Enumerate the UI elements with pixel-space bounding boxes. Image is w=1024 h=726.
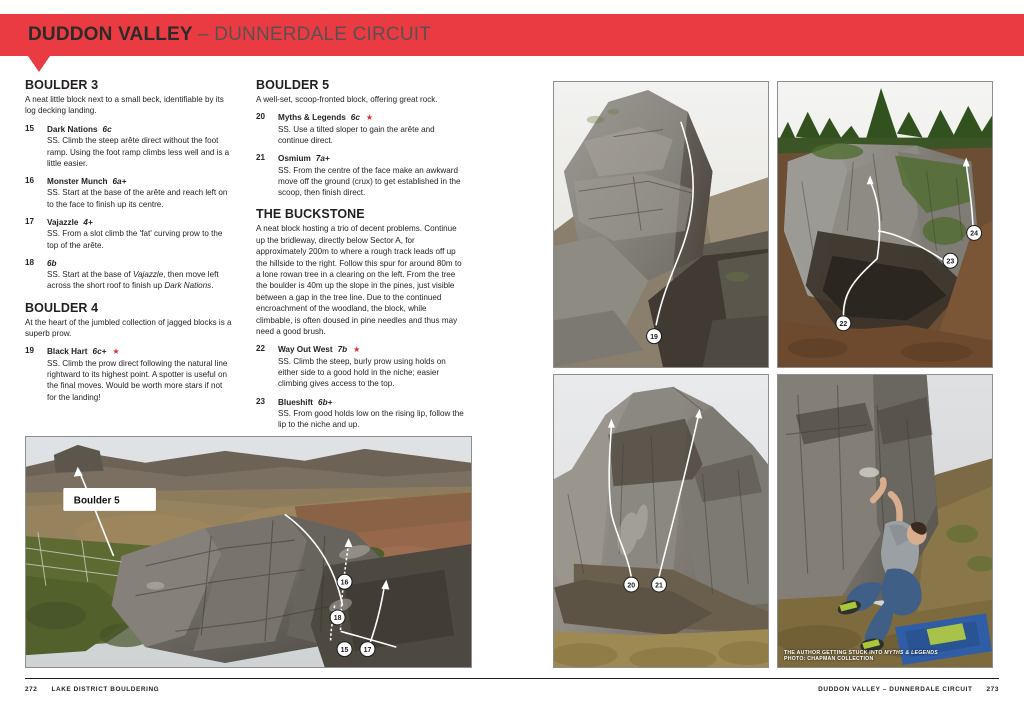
route-description: SS. Climb the steep arête direct without the foot ramp. Using the foot ramp climbs less well and is a little easier. [47, 136, 230, 168]
route-number: 15 [25, 123, 35, 133]
topo-marker-16 [337, 574, 352, 589]
route-entry [25, 346, 233, 402]
route-description: SS. Climb the steep, burly prow using holds on either side to a good hold in the niche; easier climbing gives access to the top. [278, 356, 446, 389]
route-description: SS. From a slot climb the 'fat' curving prow to the top of the arête. [47, 229, 223, 250]
route-star-icon: ★ [112, 347, 120, 357]
section-heading-boulder-4: BOULDER 4 [25, 300, 99, 315]
route-number: 22 [256, 344, 266, 354]
route-name: Osmium [278, 154, 311, 164]
route-grade: 7b [337, 345, 348, 355]
caption-line-2: PHOTO: CHAPMAN COLLECTION [784, 656, 874, 663]
section-intro-buckstone: A neat block hosting a trio of decent problems. Continue up the bridleway, directly below Sector A, for approximately 200m to where a rough track leads off up the hillside to the right. Follow this spur for around 80m to a lone rowan tree in a clearing on the left. From the tree the boulder is 40m up the slope in the pines, just visible between a gap in the tree line. Due to the continued encroachment of the woodland, the block, while climbable, is often doused in pine needles and thus may need a good brush. [256, 224, 462, 337]
route-description: SS. Climb the prow direct following the natural line rightward to its highest point. A spotter is useful on the final moves. Would be worth more stars if not for the landing! [47, 358, 228, 402]
topo-marker-23 [943, 253, 958, 268]
topo-marker-18 [330, 610, 345, 625]
route-description: SS. From the centre of the face make an awkward move off the ground (crux) to get established in the scoop, then finish direct. [278, 165, 461, 198]
route-name: Myths & Legends [278, 113, 346, 123]
route-entry [256, 112, 464, 146]
topo-photo-buckstone [777, 81, 993, 368]
route-name: Vajazzle [47, 217, 79, 227]
topo-photo-boulder-4 [553, 81, 769, 368]
svg-text:17: 17 [363, 646, 372, 654]
section-intro-boulder-5: A well-set, scoop-fronted block, offering great rock. [256, 95, 438, 104]
svg-text:23: 23 [946, 258, 955, 266]
footer-divider [25, 678, 999, 679]
route-number: 19 [25, 346, 35, 356]
svg-text:16: 16 [340, 579, 349, 587]
route-star-icon: ★ [365, 113, 374, 123]
route-description: SS. Use a tilted sloper to gain the arête and continue direct. [278, 124, 435, 146]
route-grade: 7a+ [315, 154, 330, 164]
route-grade: 6b [47, 258, 57, 268]
route-grade: 6a+ [112, 176, 127, 186]
route-number: 20 [256, 112, 266, 122]
route-entry [25, 217, 233, 251]
route-number: 23 [256, 396, 266, 406]
route-name: Way Out West [278, 345, 333, 355]
section-heading-buckstone: THE BUCKSTONE [256, 207, 365, 222]
photo-caption [778, 647, 992, 667]
action-photo-climber [777, 374, 993, 668]
caption-text-route: MYTHS & LEGENDS [884, 649, 938, 656]
route-number: 21 [256, 153, 266, 163]
footer-right [818, 686, 999, 693]
route-entry [25, 124, 233, 169]
topo-marker-15 [337, 642, 352, 657]
page-title [28, 24, 431, 46]
section-heading-boulder-5: BOULDER 5 [256, 78, 330, 92]
route-name: Blueshift [278, 397, 314, 407]
route-heading [278, 344, 464, 355]
route-entry [25, 258, 233, 292]
svg-text:22: 22 [839, 321, 848, 329]
route-description: SS. From good holds low on the rising lip, follow the lip to the niche and up. [278, 409, 464, 430]
topo-marker-24 [967, 225, 982, 240]
route-grade: 4+ [83, 217, 93, 227]
route-heading [47, 217, 233, 228]
svg-text:20: 20 [627, 582, 636, 590]
topo-photo-boulder-5 [553, 374, 769, 668]
topo-marker-20 [624, 577, 639, 592]
route-grade: 6b+ [318, 397, 333, 407]
route-entry [256, 153, 464, 198]
topo-marker-19 [647, 329, 662, 344]
route-name: Dark Nations [47, 124, 98, 134]
footer-left [25, 686, 159, 693]
topo-marker-22 [836, 316, 851, 331]
route-heading [47, 176, 233, 187]
route-heading [278, 153, 464, 164]
route-name: Monster Munch [47, 176, 108, 186]
route-grade: 6c [102, 124, 112, 134]
section-intro-boulder-4: At the heart of the jumbled collection of jagged blocks is a superb prow. [25, 317, 232, 339]
topo-photo-boulder-3 [25, 436, 472, 668]
route-grade: 6c+ [92, 347, 107, 357]
topo-marker-21 [652, 577, 667, 592]
section-heading-boulder-3: BOULDER 3 [25, 78, 99, 92]
text-column-2 [256, 78, 464, 467]
route-number: 17 [25, 216, 35, 226]
route-heading [278, 397, 464, 408]
text-column-1 [25, 78, 233, 410]
svg-text:18: 18 [333, 615, 342, 623]
route-entry [256, 344, 464, 389]
page-title-circuit: – DUNNERDALE CIRCUIT [197, 24, 432, 45]
route-name: Black Hart [47, 347, 88, 357]
route-heading [47, 346, 233, 357]
route-heading [278, 112, 464, 123]
route-heading [47, 258, 233, 269]
svg-text:21: 21 [655, 582, 663, 590]
footer-section-title: DUDDON VALLEY – DUNNERDALE CIRCUIT [818, 686, 973, 693]
route-entry [25, 176, 233, 210]
header-triangle-tab [28, 56, 50, 72]
route-entry [256, 397, 464, 431]
caption-text-plain: THE AUTHOR GETTING STUCK INTO [784, 649, 885, 656]
page-number-left: 272 [25, 686, 38, 693]
route-grade: 6c [350, 113, 360, 123]
route-number: 16 [25, 175, 35, 185]
callout-label-boulder-5: Boulder 5 [73, 495, 120, 507]
svg-text:15: 15 [340, 646, 349, 654]
topo-marker-17 [360, 642, 375, 657]
page-number-right: 273 [986, 686, 999, 693]
footer-book-title: LAKE DISTRICT BOULDERING [51, 686, 160, 693]
svg-text:24: 24 [970, 230, 979, 238]
route-star-icon: ★ [353, 345, 361, 355]
route-heading [47, 124, 233, 135]
page-title-area: DUDDON VALLEY [28, 24, 193, 45]
route-description: SS. Start at the base of the arête and reach left on to the face to finish up its centre. [47, 188, 228, 209]
route-number: 18 [25, 257, 35, 267]
svg-text:19: 19 [650, 333, 658, 341]
section-intro-boulder-3: A neat little block next to a small beck, identifiable by its log decking landing. [25, 95, 224, 116]
route-description: SS. Start at the base of Vajazzle, then move left across the short roof to finish up Dark Nations. [47, 270, 219, 291]
